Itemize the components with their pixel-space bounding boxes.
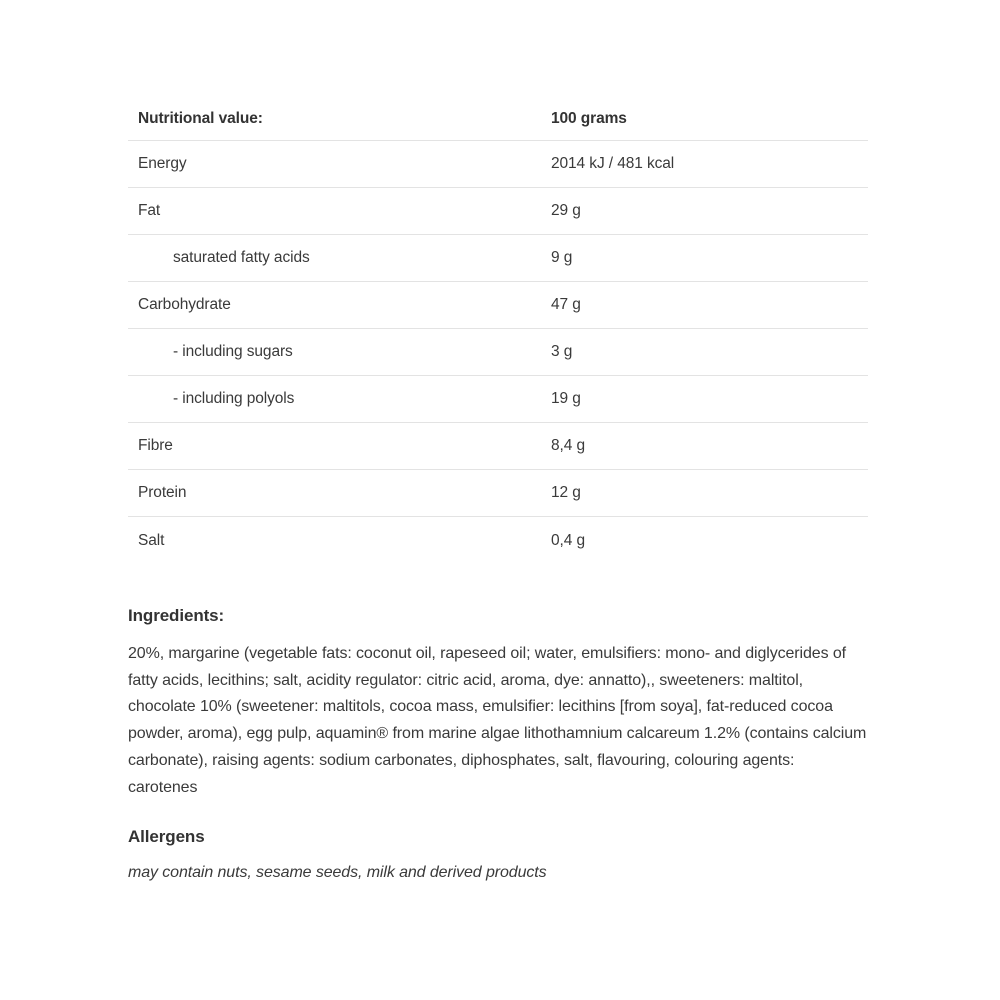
table-row [128,141,868,188]
header-label: Nutritional value: [138,109,263,127]
allergens-text: may contain nuts, sesame seeds, milk and derived products [128,864,547,882]
row-label: Salt [138,531,165,549]
row-label: Fat [138,202,161,219]
row-label: - including sugars [173,343,293,360]
row-value: 3 g [551,343,573,360]
table-row [128,376,868,423]
table-row [128,329,868,376]
header-value: 100 grams [551,109,627,127]
row-value: 2014 kJ / 481 kcal [551,155,675,172]
table-row [128,470,868,517]
row-label: saturated fatty acids [173,249,310,266]
table-row [128,423,868,470]
nutrition-table [128,97,868,564]
row-value: 29 g [551,202,581,219]
row-label: - including polyols [173,390,295,407]
table-row [128,517,868,564]
table-row [128,282,868,329]
ingredients-text: 20%, margarine (vegetable fats: coconut oil, rapeseed oil; water, emulsifiers: mono- and diglycerides of fatty acids, lecithins; salt, acidity regulator: citric acid, aroma, dye: annatto),, sweeteners: maltitol, chocolate 10% (sweetener: maltitols, cocoa mass, emulsifier: lecithins [from soya], fat-reduced cocoa powder, aroma), egg pulp, aquamin® from marine algae lithothamnium calcareum 1.2% (contains calcium carbonate), raising agents: sodium carbonates, diphosphates, salt, flavouring, colouring agents: carotenes [128,645,867,796]
nutrition-table-body [128,141,868,564]
table-row [128,188,868,235]
row-value: 12 g [551,484,581,501]
ingredients-heading: Ingredients: [128,606,225,625]
row-label: Carbohydrate [138,296,231,313]
table-row [128,235,868,282]
row-value: 0,4 g [551,531,585,549]
table-header-row [128,97,868,141]
row-label: Energy [138,155,187,172]
row-value: 47 g [551,296,581,313]
allergens-heading: Allergens [128,827,205,847]
row-label: Fibre [138,437,173,454]
nutrition-info-section [128,97,868,882]
row-label: Protein [138,484,187,501]
row-value: 8,4 g [551,437,585,454]
row-value: 19 g [551,390,581,407]
row-value: 9 g [551,249,573,266]
